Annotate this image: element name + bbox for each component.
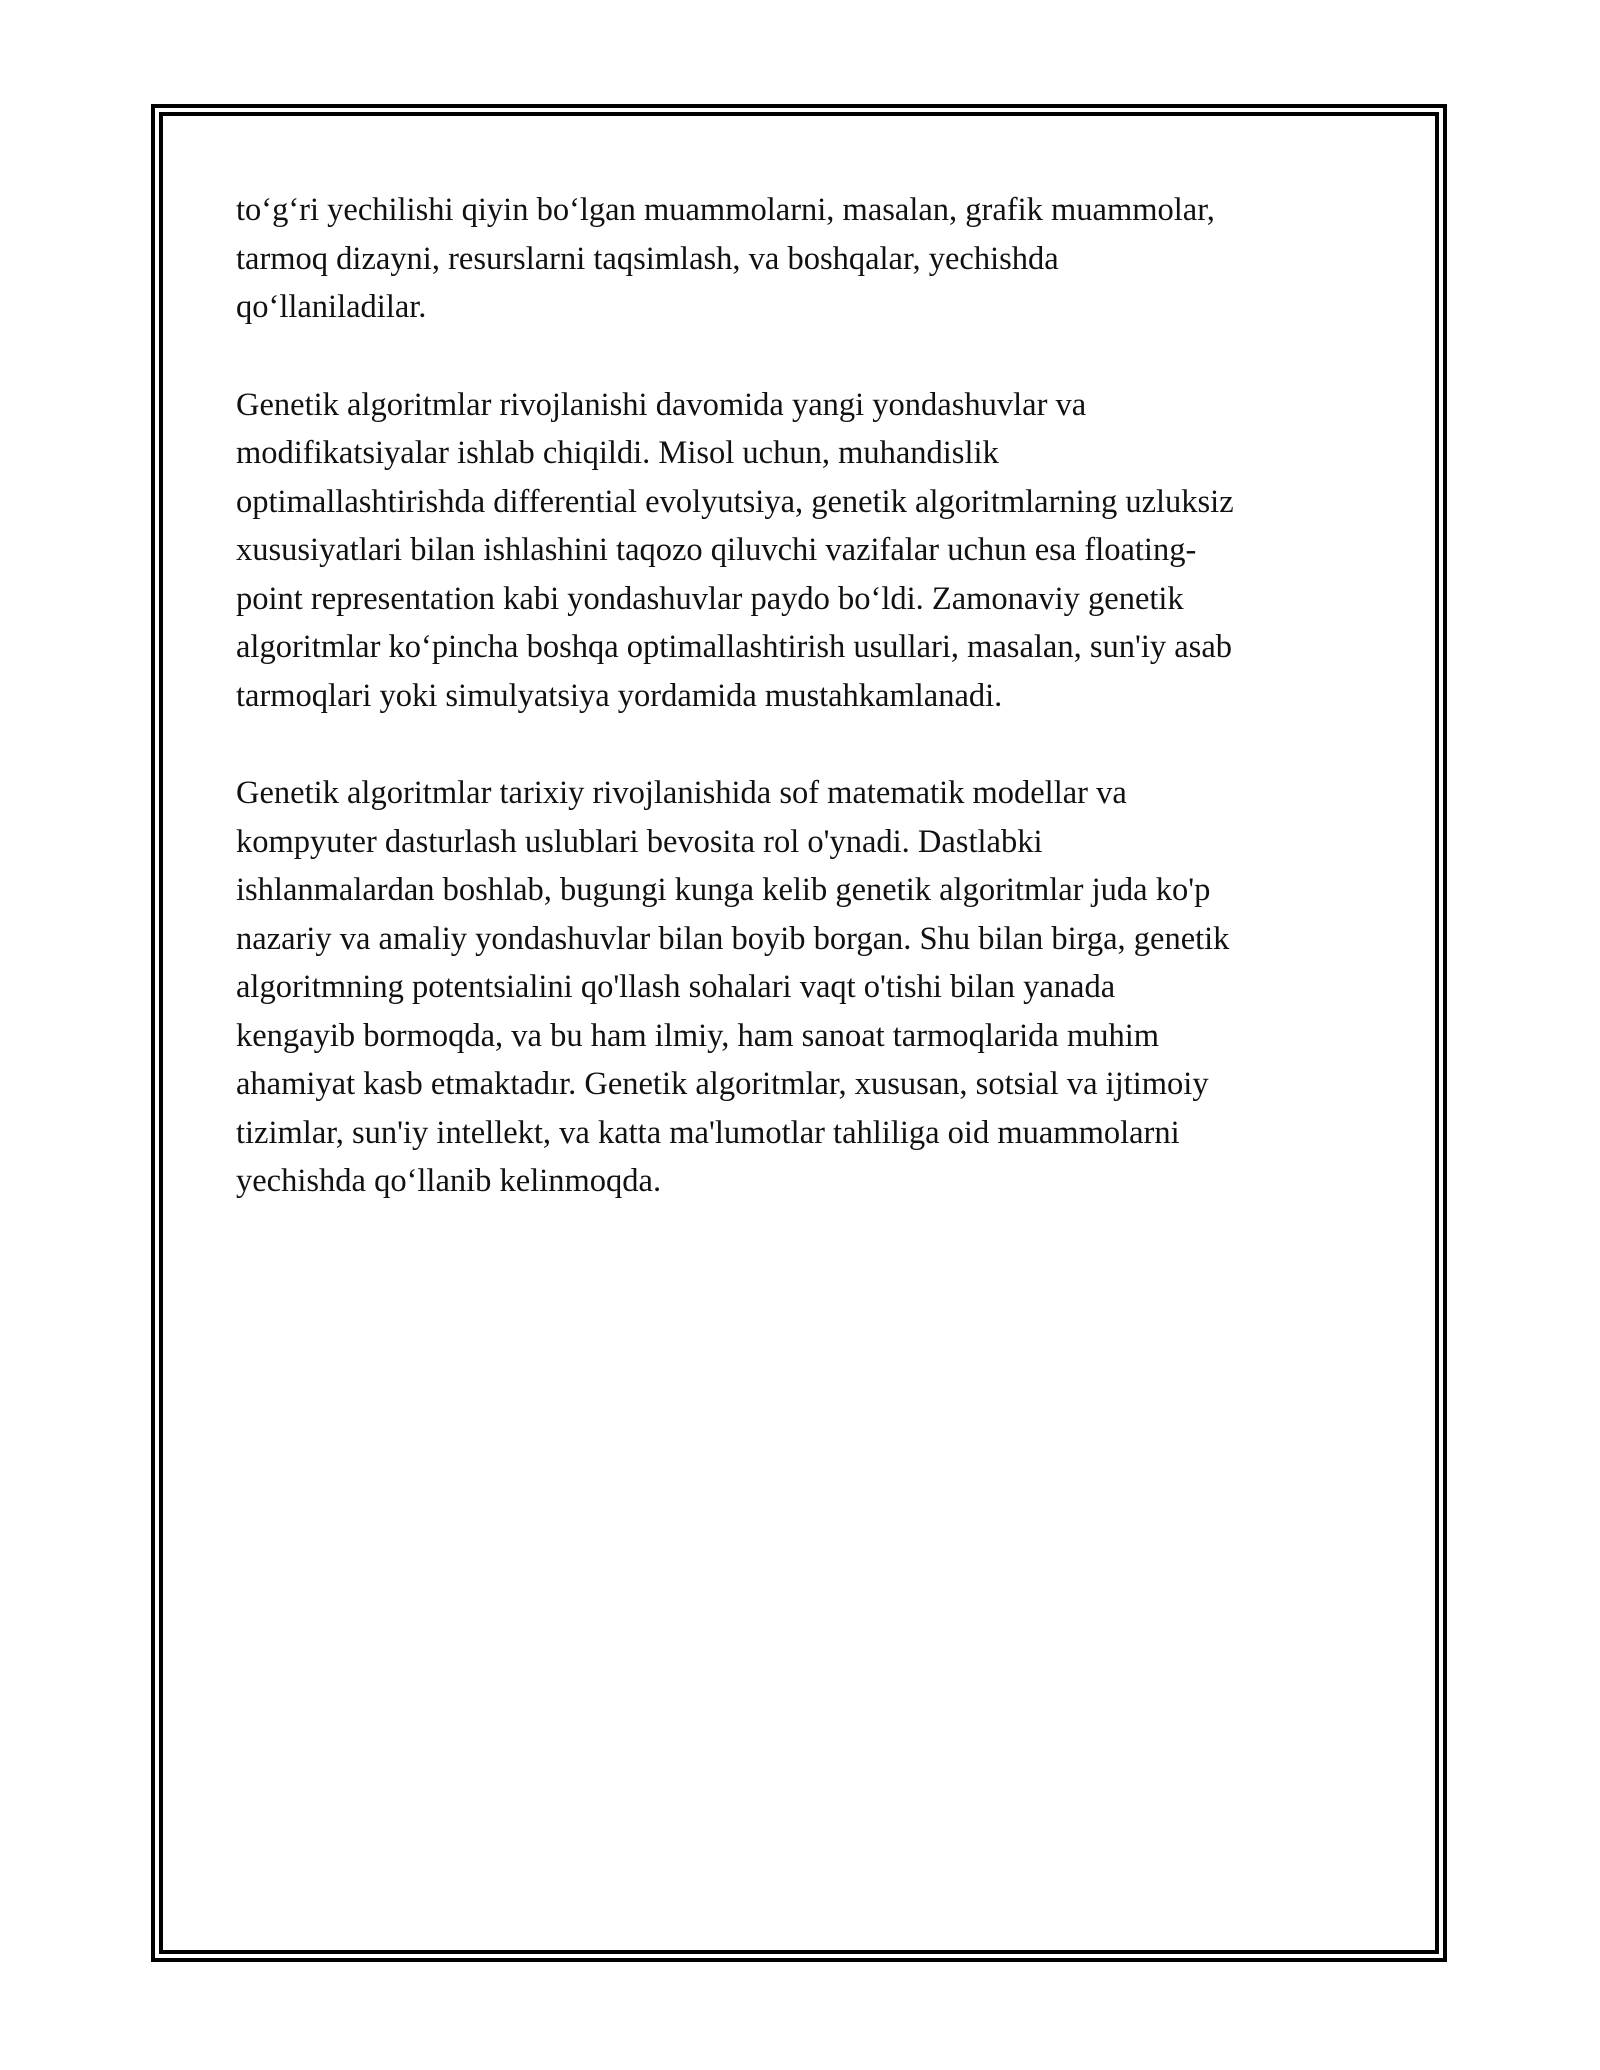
paragraph-line: algoritmning potentsialini qo'llash sohalari vaqt o'tishi bilan yanada xyxy=(236,969,1116,1005)
paragraph-line: ishlanmalardan boshlab, bugungi kunga kelib genetik algoritmlar juda ko'p xyxy=(236,872,1211,908)
paragraph-line: Genetik algoritmlar tarixiy rivojlanishida sof matematik modellar va xyxy=(236,775,1127,811)
paragraph-line: optimallashtirishda differential evolyutsiya, genetik algoritmlarning uzluksiz xyxy=(236,483,1234,520)
paragraph-line: modifikatsiyalar ishlab chiqildi. Misol uchun, muhandislik xyxy=(236,435,999,471)
paragraph-line: kengayib bormoqda, va bu ham ilmiy, ham sanoat tarmoqlarida muhim xyxy=(236,1017,1160,1054)
paragraph-line: algoritmlar ko‘pincha boshqa optimallashtirish usullari, masalan, sun'iy asab xyxy=(236,629,1232,665)
paragraph-line: tarmoq dizayni, resurslarni taqsimlash, va boshqalar, yechishda xyxy=(236,240,1059,277)
paragraph-line: point representation kabi yondashuvlar paydo bo‘ldi. Zamonaviy genetik xyxy=(236,580,1184,617)
paragraph-2 xyxy=(236,381,1376,721)
document-body xyxy=(236,186,1376,1255)
paragraph-line: ahamiyat kasb etmaktadır. Genetik algoritmlar, xususan, sotsial va ijtimoiy xyxy=(236,1066,1209,1102)
paragraph-line: to‘g‘ri yechilishi qiyin bo‘lgan muammolarni, masalan, grafik muammolar, xyxy=(236,192,1215,228)
paragraph-line: xususiyatlari bilan ishlashini taqozo qiluvchi vazifalar uchun esa floating- xyxy=(236,532,1197,568)
paragraph-line: nazariy va amaliy yondashuvlar bilan boyib borgan. Shu bilan birga, genetik xyxy=(236,920,1230,957)
paragraph-line: yechishda qo‘llanib kelinmoqda. xyxy=(236,1163,662,1199)
paragraph-line: tizimlar, sun'iy intellekt, va katta ma'lumotlar tahliliga oid muammolarni xyxy=(236,1114,1180,1151)
paragraph-line: Genetik algoritmlar rivojlanishi davomida yangi yondashuvlar va xyxy=(236,386,1087,423)
paragraph-line: qo‘llaniladilar. xyxy=(236,289,427,325)
paragraph-line: kompyuter dasturlash uslublari bevosita rol o'ynadi. Dastlabki xyxy=(236,823,1043,860)
paragraph-1 xyxy=(236,186,1376,332)
paragraph-3 xyxy=(236,769,1376,1206)
paragraph-line: tarmoqlari yoki simulyatsiya yordamida mustahkamlanadi. xyxy=(236,677,1003,714)
